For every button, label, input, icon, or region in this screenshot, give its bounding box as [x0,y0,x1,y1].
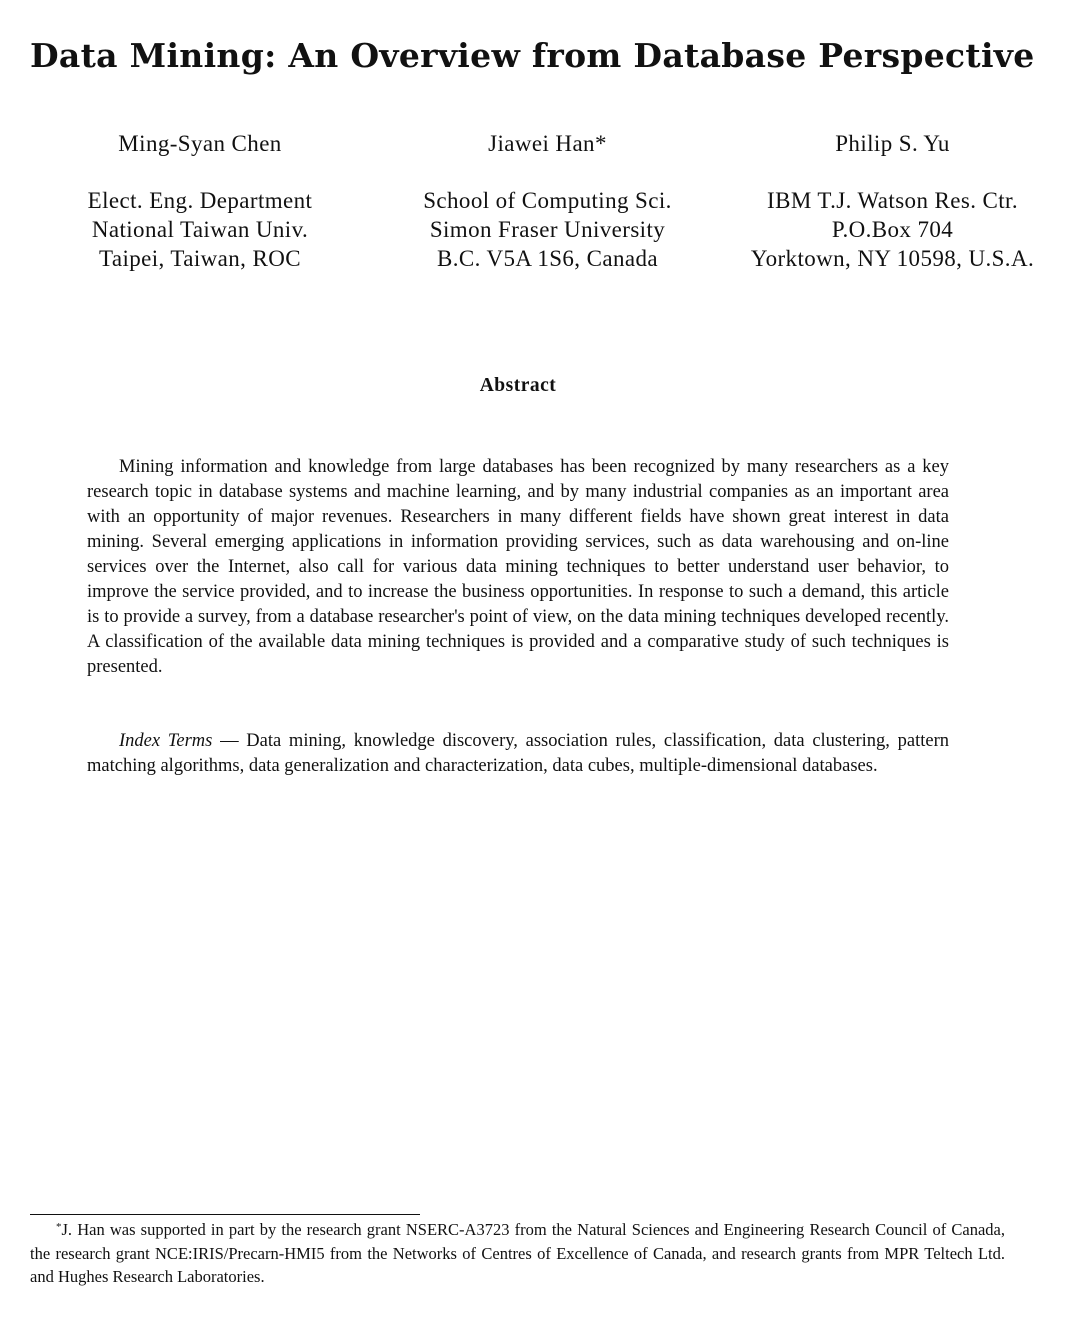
index-terms-list: Data mining, knowledge discovery, association rules, classification, data clustering, pattern matching algorithms, data generalization and characterization, data cubes, multiple-dimensional databases. [87,731,949,776]
affiliation-line: IBM T.J. Watson Res. Ctr. [767,188,1018,213]
index-terms-label: Index Terms [119,731,213,751]
abstract-heading: Abstract [479,375,557,396]
footnote-marker: * [56,1221,62,1233]
affiliation-line: Taipei, Taiwan, ROC [99,246,301,271]
paper-title: Data Mining: An Overview from Database Perspective [30,36,1035,75]
affiliation-line: Simon Fraser University [429,217,666,242]
author-name: Jiawei Han* [488,131,607,156]
index-terms [87,729,949,779]
author-affiliation [725,186,1060,273]
affiliation-line: National Taiwan Univ. [91,217,309,242]
footnote [30,1218,1005,1289]
affiliation-line: School of Computing Sci. [423,188,672,213]
author-block-2 [390,127,705,273]
index-terms-separator: — [212,731,247,751]
author-block-1 [55,127,345,273]
footnote-text: J. Han was supported in part by the research grant NSERC-A3723 from the Natural Sciences and Engineering Research Council of Canada, the research grant NCE:IRIS/Precarn-HMI5 from the Networks of Centres of Excellence of Canada, and research grants from MPR Teltech Ltd. and Hughes Research Laboratories. [30,1220,1005,1286]
affiliation-line: Yorktown, NY 10598, U.S.A. [750,246,1035,271]
abstract-body: Mining information and knowledge from large databases has been recognized by many researchers as a key research topic in database systems and machine learning, and by many industrial companies as an important area with an opportunity of major revenues. Researchers in many different fields have shown great interest in data mining. Several emerging applications in information providing services, such as data warehousing and on-line services over the Internet, also call for various data mining techniques to better understand user behavior, to improve the service provided, and to increase the business opportunities. In response to such a demand, this article is to provide a survey, from a database researcher's point of view, on the data mining techniques developed recently. A classification of the available data mining techniques is provided and a comparative study of such techniques is presented. [87,457,949,677]
author-affiliation [390,186,705,273]
author-name: Ming-Syan Chen [118,131,282,156]
affiliation-line: P.O.Box 704 [831,217,954,242]
affiliation-line: B.C. V5A 1S6, Canada [437,246,658,271]
author-name: Philip S. Yu [835,131,950,156]
affiliation-line: Elect. Eng. Department [87,188,313,213]
author-affiliation [55,186,345,273]
author-block-3 [725,127,1060,273]
footnote-rule [30,1214,420,1215]
